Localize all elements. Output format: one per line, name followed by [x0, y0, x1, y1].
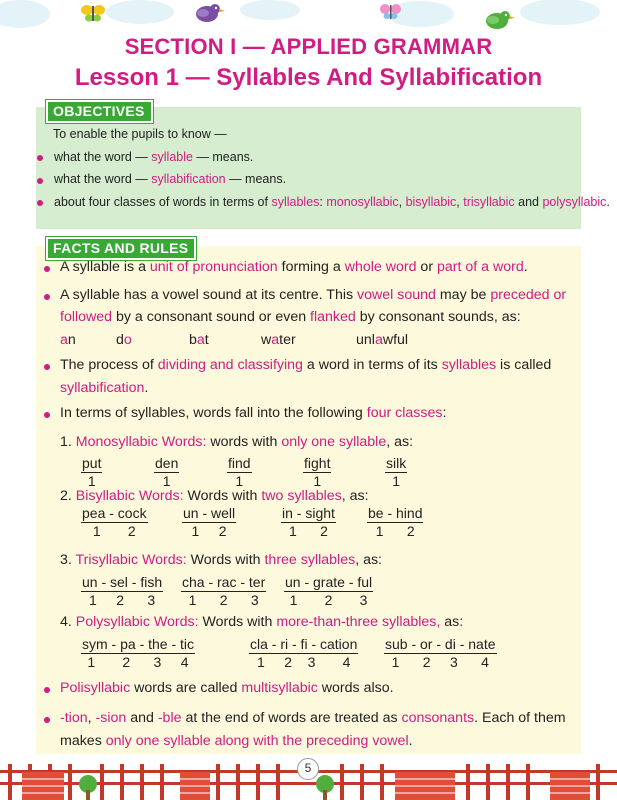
rule-4: In terms of syllables, words fall into the following four classes:: [60, 405, 447, 421]
rule-3-line-1: The process of dividing and classifying a word in terms of its syllables is called: [60, 357, 552, 373]
bullet-icon: [44, 412, 50, 418]
objective-item: what the word — syllable — means.: [54, 150, 254, 164]
rule-1: A syllable is a unit of pronunciation forming a whole word or part of a word.: [60, 259, 528, 275]
bullet-icon: [44, 266, 50, 272]
class-heading: 2. Bisyllabic Words: Words with two syllables, as:: [60, 488, 369, 504]
objective-item: about four classes of words in terms of syllables: monosyllabic, bisyllabic, trisyllabic and polysyllabic.: [54, 195, 610, 209]
syllable-fraction: cha - rac - ter 1 2 3: [182, 574, 266, 608]
rule-5: Polisyllabic words are called multisyllabic words also.: [60, 680, 394, 696]
bullet-icon: [44, 717, 50, 723]
syllable-fraction: cla - ri - fi - cation 1 2 3 4: [250, 636, 358, 670]
bullet-icon: [44, 294, 50, 300]
objectives-intro: To enable the pupils to know —: [53, 127, 227, 141]
facts-tag: FACTS AND RULES: [46, 237, 196, 260]
rule-3-line-2: syllabification.: [60, 380, 149, 396]
objective-item: what the word — syllabification — means.: [54, 172, 287, 186]
bullet-icon: [44, 687, 50, 693]
rule-6-line-2: makes only one syllable along with the preceding vowel.: [60, 733, 413, 749]
page-number: 5: [297, 758, 319, 780]
example-word: bat: [189, 332, 209, 348]
syllable-fraction: un - sel - fish 1 2 3: [82, 574, 163, 608]
section-title: SECTION I — APPLIED GRAMMAR: [124, 34, 493, 59]
class-heading: 1. Monosyllabic Words: words with only one syllable, as:: [60, 434, 414, 450]
syllable-fraction: fight 1: [304, 455, 331, 489]
syllable-fraction: sub - or - di - nate 1 2 3 4: [385, 636, 496, 670]
example-word: an: [60, 332, 76, 348]
class-heading: 3. Trisyllabic Words: Words with three syllables, as:: [60, 552, 382, 568]
syllable-fraction: un - well 1 2: [183, 505, 236, 539]
top-decoration: [0, 0, 617, 34]
example-word: do: [116, 332, 132, 348]
syllable-fraction: be - hind 1 2: [368, 505, 423, 539]
bird-icon: [486, 11, 515, 29]
syllable-fraction: pea - cock 1 2: [82, 505, 147, 539]
rule-2-line-1: A syllable has a vowel sound at its centre. This vowel sound may be preceded or: [60, 287, 567, 303]
syllable-fraction: den 1: [155, 455, 179, 489]
objectives-box: [36, 107, 581, 229]
rule-2-line-2: followed by a consonant sound or even flanked by consonant sounds, as:: [60, 309, 521, 325]
syllable-fraction: in - sight 1 2: [282, 505, 335, 539]
bullet-icon: [37, 200, 43, 206]
rule-6-line-1: -tion, -sion and -ble at the end of words are treated as consonants. Each of them: [60, 710, 566, 726]
bird-icon: [196, 4, 225, 22]
bullet-icon: [37, 178, 43, 184]
syllable-fraction: put 1: [82, 455, 102, 489]
bullet-icon: [44, 364, 50, 370]
class-heading: 4. Polysyllabic Words: Words with more-than-three syllables, as:: [60, 614, 464, 630]
syllable-fraction: silk 1: [386, 455, 407, 489]
example-word: water: [261, 332, 296, 348]
example-word: unlawful: [356, 332, 409, 348]
butterfly-icon: [81, 5, 105, 22]
objectives-tag: OBJECTIVES: [46, 100, 153, 123]
bullet-icon: [37, 155, 43, 161]
lesson-title: Lesson 1 — Syllables And Syllabification: [74, 64, 543, 91]
syllable-fraction: find 1: [228, 455, 251, 489]
syllable-fraction: un - grate - ful 1 2 3: [285, 574, 373, 608]
syllable-fraction: sym - pa - the - tic 1 2 3 4: [82, 636, 195, 670]
